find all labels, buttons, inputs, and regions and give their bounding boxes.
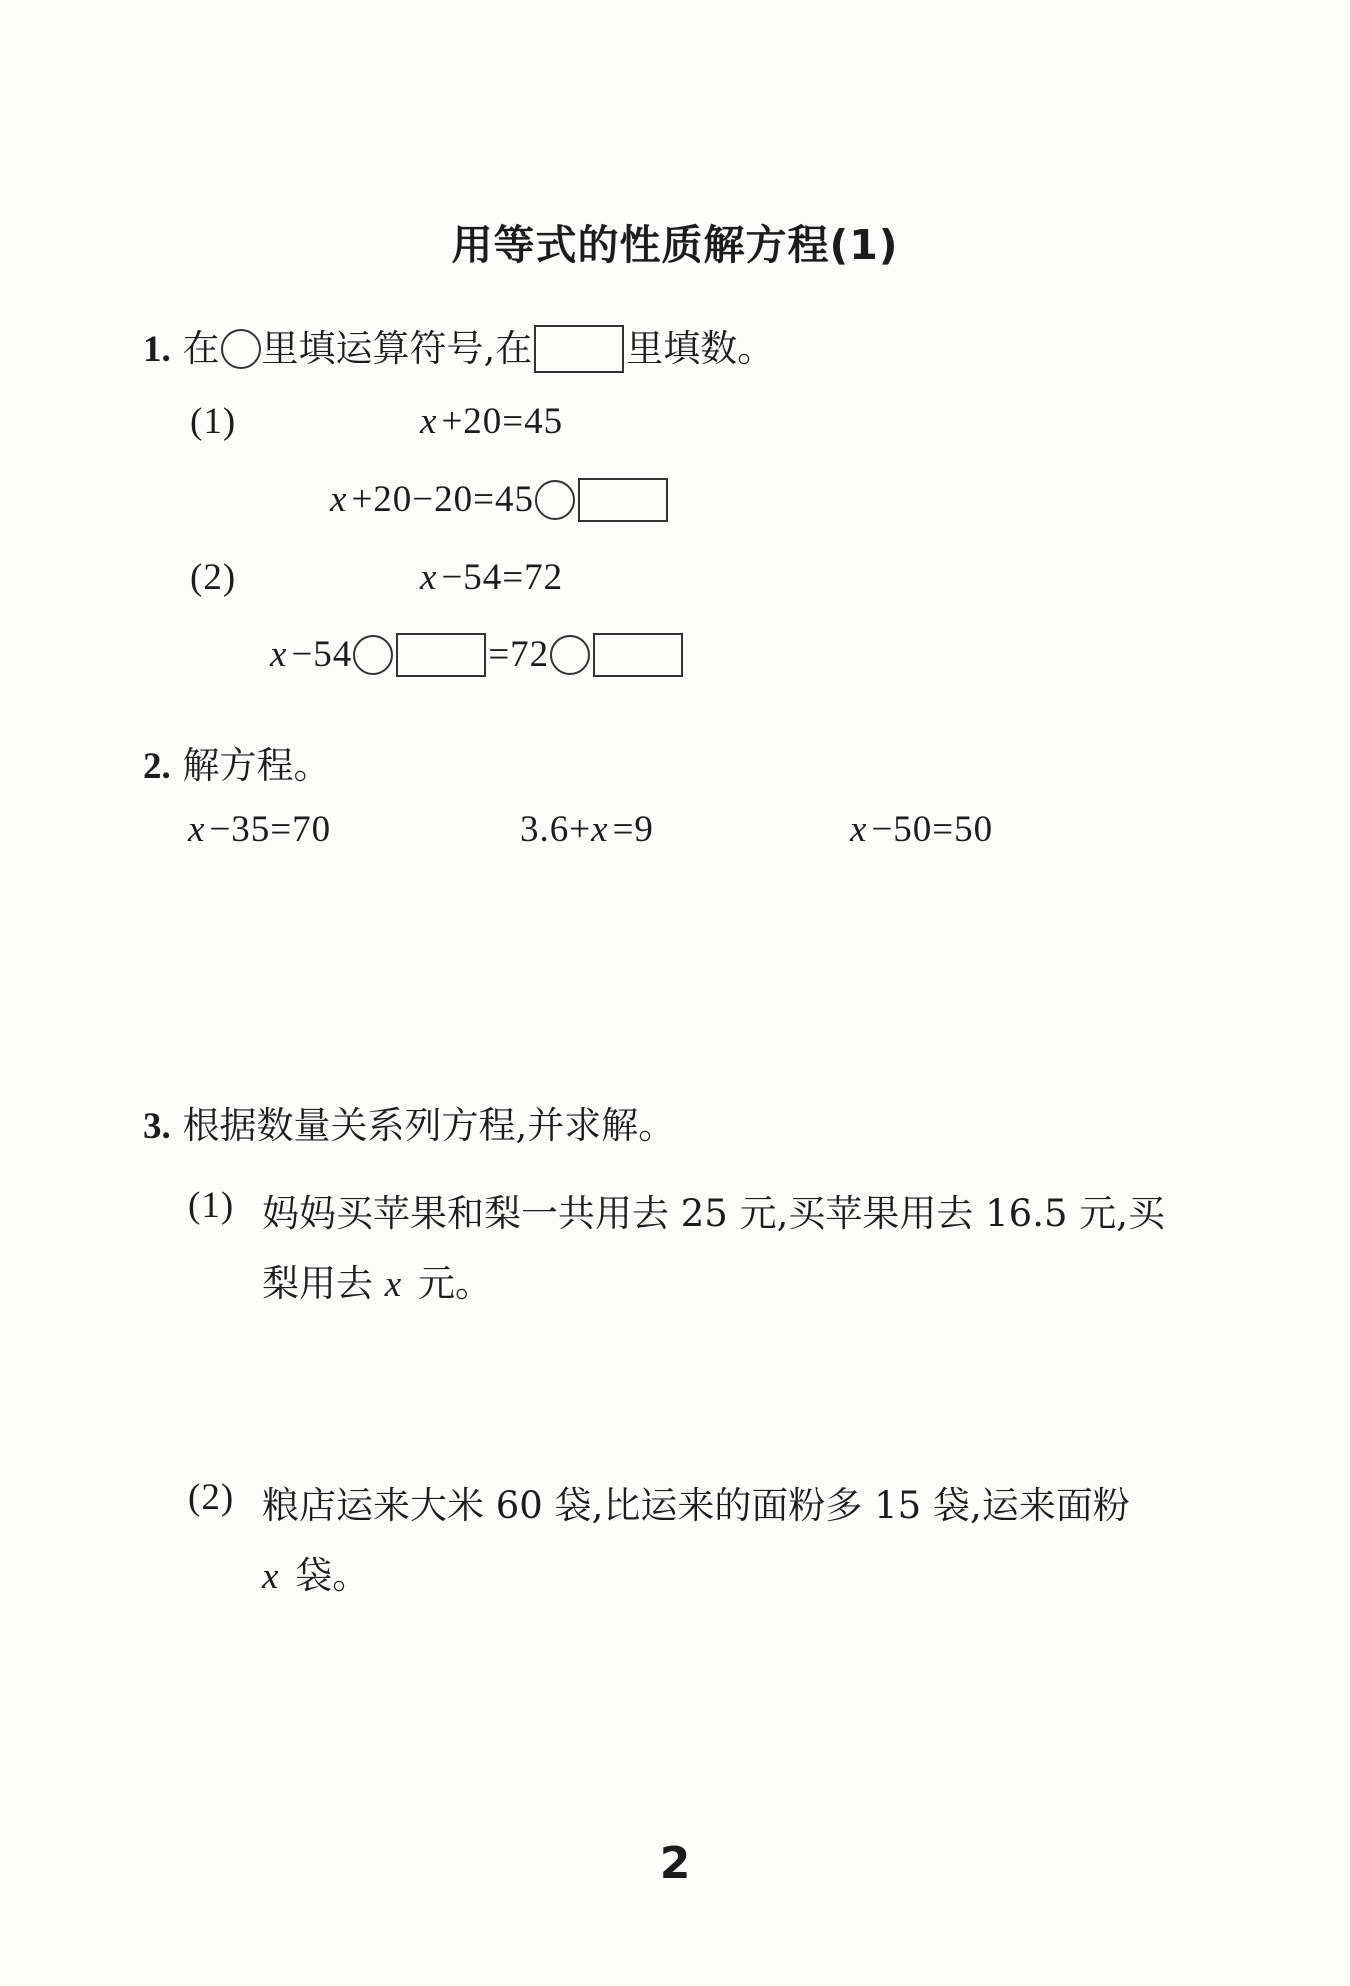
question-1-text-c: 里填数。 [626, 327, 775, 370]
q1-part-2-step-right: =72 [488, 634, 550, 675]
q3-part-2-line-1: 粮店运来大米 60 袋,比运来的面粉多 15 袋,运来面粉 [262, 1484, 1130, 1527]
question-1-text-b: 里填运算符号,在 [261, 327, 533, 370]
variable-x: x [330, 479, 348, 520]
q2-equation-3 [850, 808, 993, 851]
variable-x: x [188, 809, 206, 850]
question-3-prompt [143, 1095, 675, 1149]
q3-part-2-label [188, 1475, 234, 1519]
q2-equation-2-left: 3.6+ [520, 809, 592, 850]
q2-equation-1 [188, 808, 331, 851]
q3-part-1-line-2-b: 元。 [417, 1262, 492, 1305]
q1-part-1-step [330, 478, 670, 522]
q3-part-1-label [188, 1183, 234, 1227]
operator-circle-input[interactable] [535, 480, 575, 520]
number-box-input[interactable] [593, 633, 683, 677]
question-2-text: 解方程。 [182, 744, 331, 787]
variable-x: x [420, 557, 438, 598]
variable-x: x [384, 1264, 403, 1305]
q1-part-2-step-left: −54 [291, 634, 353, 675]
variable-x: x [270, 634, 288, 675]
q2-equation-3-text: −50=50 [871, 809, 994, 850]
question-3-text: 根据数量关系列方程,并求解。 [182, 1104, 676, 1147]
q3-part-2-line-2 [262, 1545, 369, 1599]
q1-part-1-equation-text: +20=45 [441, 401, 564, 442]
q3-part-1-line-2 [262, 1253, 492, 1307]
operator-circle-sample [221, 329, 261, 369]
q3-part-1-label-text: (1) [188, 1185, 235, 1226]
q3-part-2-label-text: (2) [188, 1477, 235, 1518]
question-1-number: 1. [143, 329, 171, 370]
question-1-prompt [143, 318, 774, 373]
variable-x: x [420, 401, 438, 442]
q1-part-1-step-text: +20−20=45 [351, 479, 535, 520]
variable-x: x [262, 1556, 280, 1597]
q1-part-2-step [270, 633, 685, 677]
question-1-text-a: 在 [182, 327, 220, 370]
q1-part-2-equation [420, 556, 563, 599]
q2-equation-2 [520, 808, 654, 851]
q3-part-1-line-2-a: 梨用去 [262, 1262, 373, 1305]
question-2-number: 2. [143, 746, 171, 787]
q2-equation-1-text: −35=70 [209, 809, 332, 850]
q3-part-1-line-1: 妈妈买苹果和梨一共用去 25 元,买苹果用去 16.5 元,买 [262, 1192, 1166, 1235]
q2-equation-2-right: =9 [612, 809, 654, 850]
operator-circle-input[interactable] [353, 635, 393, 675]
variable-x: x [850, 809, 868, 850]
q1-part-1-label: (1) [190, 401, 237, 442]
q1-part-1-equation [420, 400, 563, 443]
number-box-input[interactable] [396, 633, 486, 677]
question-3-number: 3. [143, 1106, 171, 1147]
number-box-input[interactable] [578, 478, 668, 522]
operator-circle-input[interactable] [550, 635, 590, 675]
q1-part-2-label: (2) [190, 557, 237, 598]
question-2-prompt [143, 735, 331, 789]
q3-part-2-line-2-b: 袋。 [295, 1554, 370, 1597]
q1-part-2-equation-text: −54=72 [441, 557, 564, 598]
page-number: 2 [659, 1838, 691, 1889]
page-title: 用等式的性质解方程(1) [451, 221, 899, 269]
variable-x: x [591, 809, 609, 850]
number-box-sample [534, 325, 624, 373]
